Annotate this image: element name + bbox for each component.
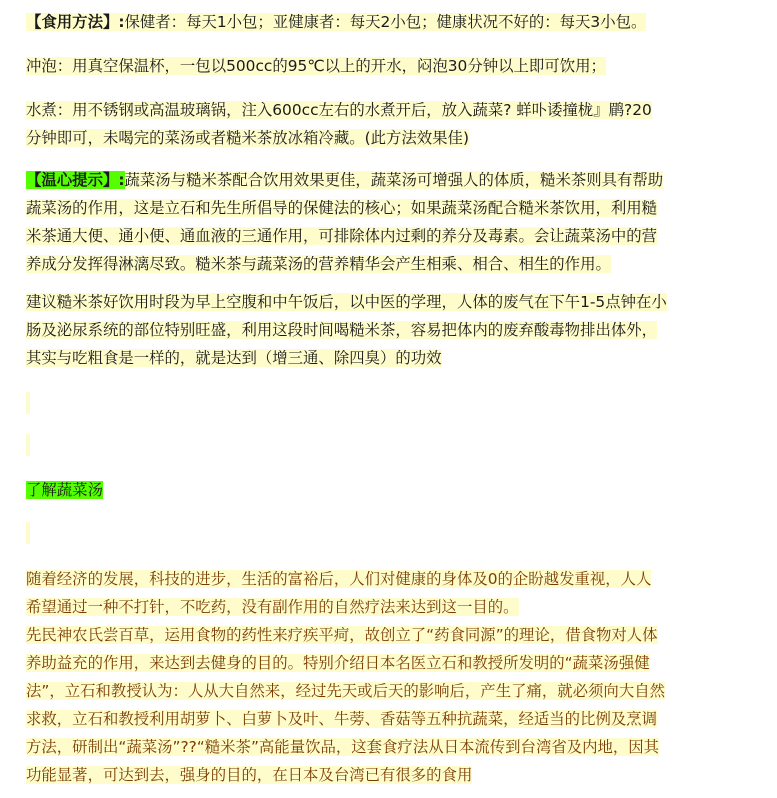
usage-text: 保健者：每天1小包；亚健康者：每天2小包；健康状况不好的：每天3小包。 bbox=[124, 13, 647, 31]
intro-line-2: 希望通过一种不打针，不吃药，没有副作用的自然疗法来达到这一目的。 bbox=[26, 598, 519, 616]
history-paragraph bbox=[26, 621, 774, 789]
intro-line-1: 随着经济的发展，科技的进步，生活的富裕后，人们对健康的身体及0的企盼越发重视，人人 bbox=[26, 570, 652, 588]
empty-line-marker bbox=[26, 434, 30, 456]
boiling-line-1: 水煮：用不锈钢或高温玻璃锅，注入600cc左右的水煮开后，放入蔬菜? 蛘卟诿撞栊』鹛?20 bbox=[26, 101, 652, 119]
history-line-5: 方法，研制出“蔬菜汤”??“糙米茶”高能量饮品，这套食疗法从日本流传到台湾省及内地，因其 bbox=[26, 738, 660, 756]
history-line-1: 先民神农氏尝百草，运用食物的药性来疗疾平疴，故创立了“药食同源”的理论，借食物对人体 bbox=[26, 626, 658, 644]
timing-line-3: 其实与吃粗食是一样的，就是达到（增三通、除四臭）的功效 bbox=[26, 349, 442, 367]
usage-paragraph bbox=[26, 8, 774, 36]
tips-tag: 【温心提示】: bbox=[26, 171, 125, 189]
timing-paragraph bbox=[26, 288, 774, 372]
section-title: 了解蔬菜汤 bbox=[26, 481, 103, 499]
usage-tag: 【食用方法】: bbox=[26, 13, 125, 31]
history-line-4: 求救，立石和教授利用胡萝卜、白萝卜及叶、牛蒡、香菇等五种抗蔬菜，经适当的比例及烹调 bbox=[26, 710, 658, 728]
empty-line-marker bbox=[26, 522, 30, 544]
tips-line-2: 蔬菜汤的作用，这是立石和先生所倡导的保健法的核心；如果蔬菜汤配合糙米茶饮用，利用糙 bbox=[26, 199, 658, 217]
brewing-text: 冲泡：用真空保温杯，一包以500cc的95℃以上的开水，闷泡30分钟以上即可饮用； bbox=[26, 57, 606, 75]
brewing-paragraph bbox=[26, 52, 774, 80]
boiling-paragraph bbox=[26, 96, 774, 152]
timing-line-2: 肠及泌尿系统的部位特别旺盛，利用这段时间喝糙米茶，容易把体内的废弃酸毒物排出体外， bbox=[26, 321, 658, 339]
history-line-2: 养助益充的作用，来达到去健身的目的。特别介绍日本名医立石和教授所发明的“蔬菜汤强健 bbox=[26, 654, 650, 672]
tips-line-1: 蔬菜汤与糙米茶配合饮用效果更佳，蔬菜汤可增强人的体质，糙米茶则具有帮助 bbox=[124, 171, 664, 189]
boiling-line-2: 分钟即可，未喝完的菜汤或者糙米茶放冰箱冷藏。(此方法效果佳) bbox=[26, 129, 469, 147]
intro-paragraph bbox=[26, 565, 774, 621]
tips-paragraph bbox=[26, 166, 774, 278]
tips-line-4: 养成分发挥得淋漓尽致。糙米茶与蔬菜汤的营养精华会产生相乘、相合、相生的作用。 bbox=[26, 255, 611, 273]
history-line-6: 功能显著，可达到去，强身的目的，在日本及台湾已有很多的食用 bbox=[26, 766, 473, 784]
timing-line-1: 建议糙米茶好饮用时段为早上空腹和中午饭后，以中医的学理，人体的废气在下午1-5点钟在小 bbox=[26, 293, 667, 311]
tips-line-3: 米茶通大便、通小便、通血液的三通作用，可排除体内过剩的养分及毒素。会让蔬菜汤中的营 bbox=[26, 227, 658, 245]
history-line-3: 法”，立石和教授认为：人从大自然来，经过先天或后天的影响后，产生了痛，就必须向大自然 bbox=[26, 682, 665, 700]
empty-line-marker bbox=[26, 392, 30, 414]
